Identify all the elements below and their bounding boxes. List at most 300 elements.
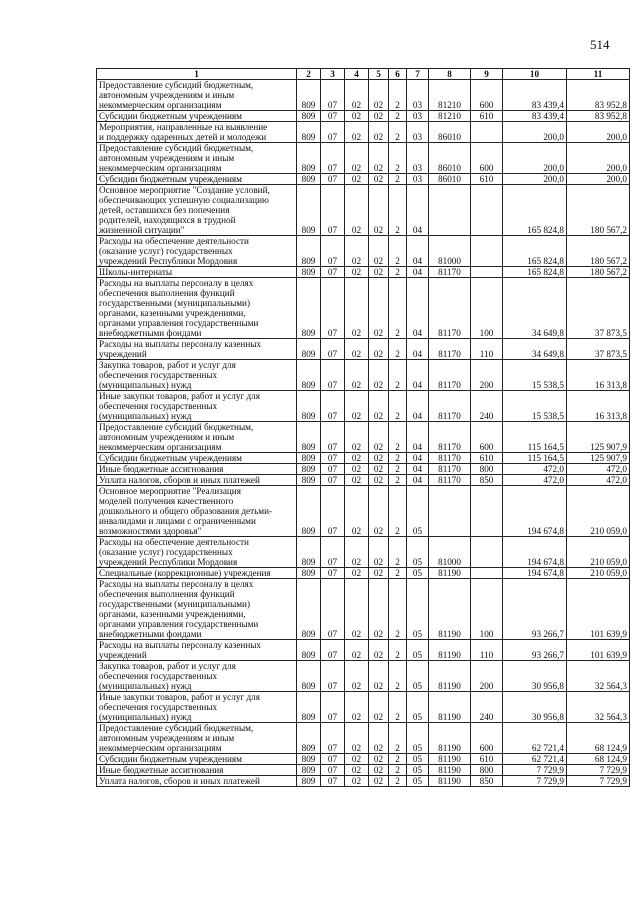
row-description: Предоставление субсидий бюджетным, автономным учреждениям и иным некоммерческим организациям	[97, 143, 297, 174]
subprogram-code: 2	[389, 776, 407, 787]
target-code: 81190	[429, 568, 471, 579]
subprogram-code: 2	[389, 360, 407, 391]
expense-type-code	[471, 568, 503, 579]
row-description: Иные закупки товаров, работ и услуг для обеспечения государственных (муниципальных) нужд	[97, 692, 297, 723]
program-code: 02	[369, 692, 389, 723]
amount-year-2: 37 873,5	[567, 339, 630, 360]
admin-code: 809	[297, 765, 321, 776]
row-description: Расходы на выплаты персоналу в целях обеспечения выполнения функций государственными (муниципальными) органами, казенными учреждениями, органами управления государственными внебюджетными фондами	[97, 278, 297, 339]
subsection-code: 02	[345, 475, 369, 486]
subprogram-code: 2	[389, 464, 407, 475]
target-code: 81190	[429, 579, 471, 640]
subprogram-code: 2	[389, 80, 407, 111]
subsection-code: 02	[345, 360, 369, 391]
event-code: 05	[407, 661, 429, 692]
target-code: 81190	[429, 661, 471, 692]
amount-year-1: 15 538,5	[503, 360, 567, 391]
expense-type-code: 600	[471, 723, 503, 754]
table-row	[97, 579, 630, 640]
target-code: 81190	[429, 754, 471, 765]
subprogram-code: 2	[389, 579, 407, 640]
program-code: 02	[369, 640, 389, 661]
row-description: Субсидии бюджетным учреждениям	[97, 174, 297, 185]
program-code: 02	[369, 236, 389, 267]
table-row	[97, 143, 630, 174]
section-code: 07	[321, 537, 345, 568]
row-description: Расходы на выплаты персоналу казенных учреждений	[97, 640, 297, 661]
table-row	[97, 486, 630, 537]
subprogram-code: 2	[389, 453, 407, 464]
program-code: 02	[369, 776, 389, 787]
target-code: 81000	[429, 537, 471, 568]
column-header: 9	[471, 69, 503, 80]
row-description: Предоставление субсидий бюджетным, автономным учреждениям и иным некоммерческим организациям	[97, 422, 297, 453]
subsection-code: 02	[345, 174, 369, 185]
column-header: 3	[321, 69, 345, 80]
row-description: Мероприятия, направленные на выявление и поддержку одаренных детей и молодежи	[97, 122, 297, 143]
section-code: 07	[321, 475, 345, 486]
amount-year-2: 32 564,3	[567, 661, 630, 692]
section-code: 07	[321, 267, 345, 278]
event-code: 04	[407, 464, 429, 475]
amount-year-2: 83 952,8	[567, 111, 630, 122]
row-description: Уплата налогов, сборов и иных платежей	[97, 776, 297, 787]
subprogram-code: 2	[389, 692, 407, 723]
table-row	[97, 723, 630, 754]
amount-year-2: 83 952,8	[567, 80, 630, 111]
row-description: Специальные (коррекционные) учреждения	[97, 568, 297, 579]
event-code: 05	[407, 692, 429, 723]
amount-year-1: 15 538,5	[503, 391, 567, 422]
admin-code: 809	[297, 360, 321, 391]
target-code: 81170	[429, 475, 471, 486]
section-code: 07	[321, 122, 345, 143]
program-code: 02	[369, 278, 389, 339]
table-row	[97, 422, 630, 453]
section-code: 07	[321, 185, 345, 236]
subprogram-code: 2	[389, 486, 407, 537]
subprogram-code: 2	[389, 568, 407, 579]
target-code: 81170	[429, 453, 471, 464]
section-code: 07	[321, 661, 345, 692]
column-header: 10	[503, 69, 567, 80]
expense-type-code	[471, 267, 503, 278]
amount-year-2: 16 313,8	[567, 360, 630, 391]
section-code: 07	[321, 765, 345, 776]
subprogram-code: 2	[389, 174, 407, 185]
admin-code: 809	[297, 267, 321, 278]
target-code: 81190	[429, 692, 471, 723]
amount-year-1: 83 439,4	[503, 80, 567, 111]
admin-code: 809	[297, 122, 321, 143]
subsection-code: 02	[345, 776, 369, 787]
amount-year-1: 194 674,8	[503, 537, 567, 568]
table-row	[97, 776, 630, 787]
amount-year-1: 194 674,8	[503, 486, 567, 537]
event-code: 04	[407, 185, 429, 236]
amount-year-1: 200,0	[503, 122, 567, 143]
section-code: 07	[321, 776, 345, 787]
expense-type-code: 610	[471, 174, 503, 185]
event-code: 04	[407, 236, 429, 267]
subprogram-code: 2	[389, 765, 407, 776]
amount-year-2: 472,0	[567, 464, 630, 475]
subprogram-code: 2	[389, 267, 407, 278]
section-code: 07	[321, 640, 345, 661]
subprogram-code: 2	[389, 391, 407, 422]
row-description: Школы-интернаты	[97, 267, 297, 278]
section-code: 07	[321, 174, 345, 185]
program-code: 02	[369, 754, 389, 765]
row-description: Расходы на выплаты персоналу в целях обеспечения выполнения функций государственными (муниципальными) органами, казенными учреждениями, органами управления государственными внебюджетными фондами	[97, 579, 297, 640]
table-row	[97, 339, 630, 360]
amount-year-2: 68 124,9	[567, 754, 630, 765]
event-code: 04	[407, 391, 429, 422]
table-row	[97, 185, 630, 236]
amount-year-2: 125 907,9	[567, 422, 630, 453]
admin-code: 809	[297, 278, 321, 339]
program-code: 02	[369, 765, 389, 776]
table-row	[97, 278, 630, 339]
subprogram-code: 2	[389, 661, 407, 692]
section-code: 07	[321, 278, 345, 339]
amount-year-1: 165 824,8	[503, 185, 567, 236]
subsection-code: 02	[345, 754, 369, 765]
target-code: 81170	[429, 267, 471, 278]
amount-year-1: 83 439,4	[503, 111, 567, 122]
row-description: Основное мероприятие "Создание условий, обеспечивающих успешную социализацию детей, оставшихся без попечения родителей, находящихся в трудной жизненной ситуации"	[97, 185, 297, 236]
amount-year-1: 93 266,7	[503, 640, 567, 661]
subprogram-code: 2	[389, 143, 407, 174]
target-code: 81210	[429, 80, 471, 111]
table-row	[97, 692, 630, 723]
amount-year-1: 93 266,7	[503, 579, 567, 640]
section-code: 07	[321, 236, 345, 267]
section-code: 07	[321, 754, 345, 765]
table-header-row	[97, 69, 630, 80]
event-code: 05	[407, 754, 429, 765]
table-row	[97, 111, 630, 122]
admin-code: 809	[297, 391, 321, 422]
subprogram-code: 2	[389, 754, 407, 765]
section-code: 07	[321, 422, 345, 453]
program-code: 02	[369, 579, 389, 640]
amount-year-1: 115 164,5	[503, 422, 567, 453]
expense-type-code: 850	[471, 776, 503, 787]
subsection-code: 02	[345, 537, 369, 568]
admin-code: 809	[297, 339, 321, 360]
amount-year-2: 200,0	[567, 143, 630, 174]
admin-code: 809	[297, 464, 321, 475]
table-row	[97, 537, 630, 568]
event-code: 04	[407, 360, 429, 391]
subsection-code: 02	[345, 464, 369, 475]
target-code: 81000	[429, 236, 471, 267]
expense-type-code: 600	[471, 143, 503, 174]
table-row	[97, 360, 630, 391]
event-code: 04	[407, 339, 429, 360]
amount-year-1: 115 164,5	[503, 453, 567, 464]
program-code: 02	[369, 537, 389, 568]
admin-code: 809	[297, 579, 321, 640]
target-code: 81170	[429, 422, 471, 453]
amount-year-2: 210 059,0	[567, 486, 630, 537]
program-code: 02	[369, 174, 389, 185]
subprogram-code: 2	[389, 236, 407, 267]
subprogram-code: 2	[389, 278, 407, 339]
target-code: 81170	[429, 464, 471, 475]
target-code: 81170	[429, 391, 471, 422]
row-description: Предоставление субсидий бюджетным, автономным учреждениям и иным некоммерческим организациям	[97, 80, 297, 111]
column-header: 5	[369, 69, 389, 80]
event-code: 05	[407, 765, 429, 776]
subprogram-code: 2	[389, 475, 407, 486]
subprogram-code: 2	[389, 422, 407, 453]
subsection-code: 02	[345, 143, 369, 174]
row-description: Расходы на обеспечение деятельности (оказание услуг) государственных учреждений Республики Мордовия	[97, 537, 297, 568]
amount-year-1: 200,0	[503, 174, 567, 185]
section-code: 07	[321, 111, 345, 122]
expense-type-code: 850	[471, 475, 503, 486]
event-code: 04	[407, 453, 429, 464]
table-row	[97, 765, 630, 776]
event-code: 05	[407, 537, 429, 568]
admin-code: 809	[297, 640, 321, 661]
target-code: 81170	[429, 278, 471, 339]
column-header: 4	[345, 69, 369, 80]
target-code: 81210	[429, 111, 471, 122]
event-code: 05	[407, 723, 429, 754]
amount-year-2: 101 639,9	[567, 579, 630, 640]
event-code: 05	[407, 640, 429, 661]
program-code: 02	[369, 568, 389, 579]
row-description: Расходы на обеспечение деятельности (оказание услуг) государственных учреждений Республики Мордовия	[97, 236, 297, 267]
section-code: 07	[321, 723, 345, 754]
amount-year-1: 34 649,8	[503, 339, 567, 360]
amount-year-2: 210 059,0	[567, 537, 630, 568]
section-code: 07	[321, 453, 345, 464]
program-code: 02	[369, 122, 389, 143]
amount-year-1: 165 824,8	[503, 267, 567, 278]
section-code: 07	[321, 486, 345, 537]
subprogram-code: 2	[389, 185, 407, 236]
row-description: Расходы на выплаты персоналу казенных учреждений	[97, 339, 297, 360]
amount-year-2: 472,0	[567, 475, 630, 486]
subsection-code: 02	[345, 486, 369, 537]
subsection-code: 02	[345, 267, 369, 278]
admin-code: 809	[297, 111, 321, 122]
event-code: 05	[407, 568, 429, 579]
amount-year-1: 194 674,8	[503, 568, 567, 579]
row-description: Субсидии бюджетным учреждениям	[97, 754, 297, 765]
target-code: 81190	[429, 776, 471, 787]
row-description: Закупка товаров, работ и услуг для обеспечения государственных (муниципальных) нужд	[97, 661, 297, 692]
admin-code: 809	[297, 568, 321, 579]
section-code: 07	[321, 391, 345, 422]
table-row	[97, 661, 630, 692]
expense-type-code: 800	[471, 464, 503, 475]
subsection-code: 02	[345, 692, 369, 723]
admin-code: 809	[297, 143, 321, 174]
budget-table	[96, 68, 630, 787]
target-code: 81170	[429, 339, 471, 360]
event-code: 03	[407, 143, 429, 174]
subsection-code: 02	[345, 339, 369, 360]
expense-type-code: 200	[471, 360, 503, 391]
subprogram-code: 2	[389, 640, 407, 661]
amount-year-1: 62 721,4	[503, 723, 567, 754]
row-description: Иные бюджетные ассигнования	[97, 464, 297, 475]
expense-type-code: 610	[471, 111, 503, 122]
row-description: Иные бюджетные ассигнования	[97, 765, 297, 776]
target-code	[429, 185, 471, 236]
section-code: 07	[321, 568, 345, 579]
subprogram-code: 2	[389, 537, 407, 568]
admin-code: 809	[297, 236, 321, 267]
event-code: 04	[407, 475, 429, 486]
row-description: Иные закупки товаров, работ и услуг для обеспечения государственных (муниципальных) нужд	[97, 391, 297, 422]
expense-type-code: 600	[471, 422, 503, 453]
amount-year-2: 101 639,9	[567, 640, 630, 661]
admin-code: 809	[297, 174, 321, 185]
program-code: 02	[369, 339, 389, 360]
amount-year-2: 125 907,9	[567, 453, 630, 464]
amount-year-2: 16 313,8	[567, 391, 630, 422]
event-code: 04	[407, 422, 429, 453]
program-code: 02	[369, 486, 389, 537]
row-description: Закупка товаров, работ и услуг для обеспечения государственных (муниципальных) нужд	[97, 360, 297, 391]
admin-code: 809	[297, 776, 321, 787]
target-code: 81190	[429, 723, 471, 754]
row-description: Уплата налогов, сборов и иных платежей	[97, 475, 297, 486]
section-code: 07	[321, 692, 345, 723]
program-code: 02	[369, 111, 389, 122]
program-code: 02	[369, 723, 389, 754]
expense-type-code: 100	[471, 579, 503, 640]
column-header: 7	[407, 69, 429, 80]
section-code: 07	[321, 464, 345, 475]
column-header: 11	[567, 69, 630, 80]
admin-code: 809	[297, 475, 321, 486]
admin-code: 809	[297, 422, 321, 453]
table-row	[97, 391, 630, 422]
amount-year-1: 30 956,8	[503, 661, 567, 692]
amount-year-1: 472,0	[503, 475, 567, 486]
section-code: 07	[321, 143, 345, 174]
section-code: 07	[321, 339, 345, 360]
expense-type-code: 610	[471, 453, 503, 464]
program-code: 02	[369, 475, 389, 486]
admin-code: 809	[297, 661, 321, 692]
program-code: 02	[369, 464, 389, 475]
table-row	[97, 754, 630, 765]
expense-type-code: 610	[471, 754, 503, 765]
target-code: 81170	[429, 360, 471, 391]
target-code: 86010	[429, 174, 471, 185]
target-code: 81190	[429, 640, 471, 661]
row-description: Субсидии бюджетным учреждениям	[97, 111, 297, 122]
subprogram-code: 2	[389, 339, 407, 360]
table-row	[97, 267, 630, 278]
table-row	[97, 640, 630, 661]
expense-type-code: 100	[471, 278, 503, 339]
admin-code: 809	[297, 537, 321, 568]
amount-year-2: 180 567,2	[567, 236, 630, 267]
event-code: 03	[407, 174, 429, 185]
amount-year-2: 180 567,2	[567, 185, 630, 236]
event-code: 03	[407, 122, 429, 143]
amount-year-1: 472,0	[503, 464, 567, 475]
section-code: 07	[321, 579, 345, 640]
amount-year-2: 68 124,9	[567, 723, 630, 754]
row-description: Субсидии бюджетным учреждениям	[97, 453, 297, 464]
subsection-code: 02	[345, 640, 369, 661]
subsection-code: 02	[345, 568, 369, 579]
target-code: 86010	[429, 122, 471, 143]
subprogram-code: 2	[389, 723, 407, 754]
table-row	[97, 568, 630, 579]
subsection-code: 02	[345, 579, 369, 640]
admin-code: 809	[297, 754, 321, 765]
expense-type-code: 800	[471, 765, 503, 776]
table-row	[97, 174, 630, 185]
target-code	[429, 486, 471, 537]
row-description: Предоставление субсидий бюджетным, автономным учреждениям и иным некоммерческим организациям	[97, 723, 297, 754]
amount-year-2: 32 564,3	[567, 692, 630, 723]
admin-code: 809	[297, 723, 321, 754]
section-code: 07	[321, 80, 345, 111]
subsection-code: 02	[345, 422, 369, 453]
subsection-code: 02	[345, 122, 369, 143]
program-code: 02	[369, 661, 389, 692]
expense-type-code	[471, 122, 503, 143]
program-code: 02	[369, 360, 389, 391]
table-row	[97, 122, 630, 143]
expense-type-code: 240	[471, 391, 503, 422]
program-code: 02	[369, 267, 389, 278]
program-code: 02	[369, 185, 389, 236]
row-description: Основное мероприятие "Реализация моделей получения качественного дошкольного и общего образования детьми- инвалидами и лицами с ограниченными возможностями здоровья"	[97, 486, 297, 537]
event-code: 03	[407, 80, 429, 111]
column-header: 1	[97, 69, 297, 80]
subsection-code: 02	[345, 278, 369, 339]
subsection-code: 02	[345, 236, 369, 267]
column-header: 2	[297, 69, 321, 80]
table-row	[97, 236, 630, 267]
amount-year-2: 180 567,2	[567, 267, 630, 278]
event-code: 05	[407, 486, 429, 537]
subprogram-code: 2	[389, 122, 407, 143]
program-code: 02	[369, 80, 389, 111]
event-code: 05	[407, 776, 429, 787]
amount-year-1: 7 729,9	[503, 776, 567, 787]
expense-type-code	[471, 537, 503, 568]
amount-year-2: 200,0	[567, 174, 630, 185]
subprogram-code: 2	[389, 111, 407, 122]
expense-type-code: 110	[471, 339, 503, 360]
expense-type-code: 110	[471, 640, 503, 661]
column-header: 8	[429, 69, 471, 80]
column-header: 6	[389, 69, 407, 80]
amount-year-2: 200,0	[567, 122, 630, 143]
amount-year-2: 7 729,9	[567, 776, 630, 787]
event-code: 04	[407, 278, 429, 339]
subsection-code: 02	[345, 661, 369, 692]
section-code: 07	[321, 360, 345, 391]
table-row	[97, 464, 630, 475]
expense-type-code	[471, 185, 503, 236]
amount-year-1: 62 721,4	[503, 754, 567, 765]
